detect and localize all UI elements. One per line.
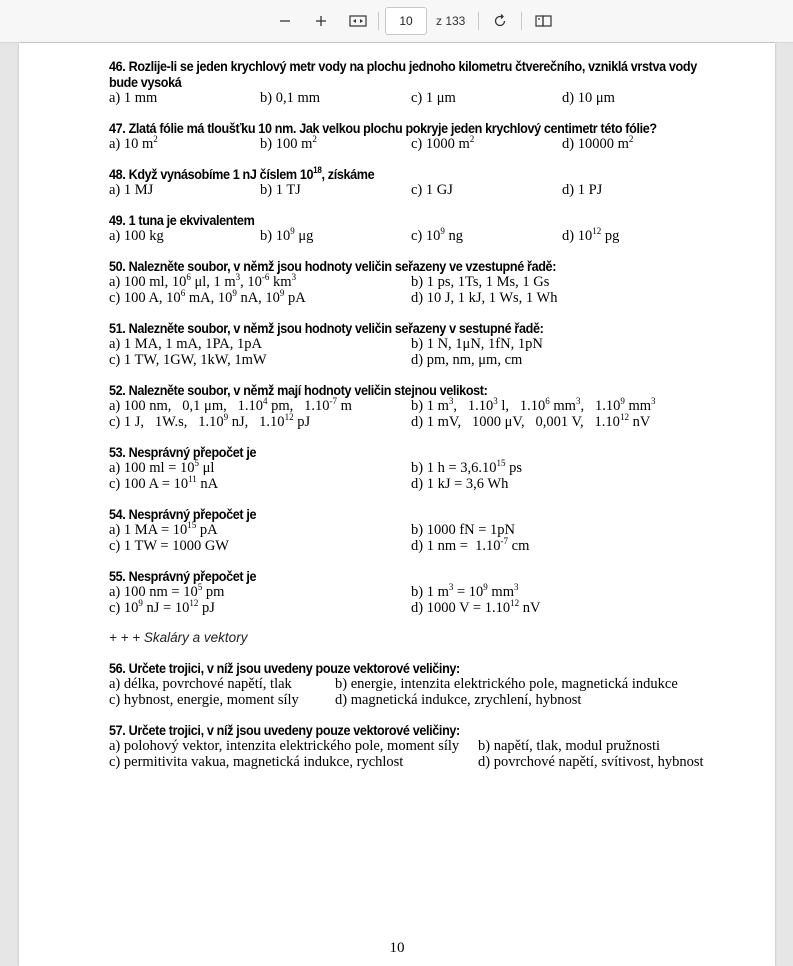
answer-b: b) 100 $m^2$ [260,134,317,152]
answer-b: b) 1 TJ [260,182,301,198]
answer-c: c) hybnost, energie, moment síly [109,692,299,708]
answer-d: d) 1 nm = $1.10^{-7}$ cm [411,536,530,554]
answer-d: d) 10 μm [562,90,615,106]
page-total: z 133 [436,14,466,28]
question-56 [109,660,719,708]
question-57 [109,722,719,770]
answer-row [109,538,719,554]
question-53 [109,444,719,492]
rotate-button[interactable] [488,9,512,33]
question-title: 46. Rozlije-li se jeden krychlový metr vody na plochu jednoho kilometru čtverečního, vzniklá vrstva vody bude vysoká [109,58,697,90]
answer-b: b) energie, intenzita elektrického pole, magnetická indukce [335,676,678,692]
page-content [109,58,719,784]
answer-d: d) 10000 $m^2$ [562,134,634,152]
question-54 [109,506,719,554]
answer-c: c) 1000 $m^2$ [411,134,475,152]
question-51 [109,320,719,368]
rotate-icon [492,13,508,29]
answer-b: b) 1 $h = 3,6.10^{15}$ ps [411,458,523,476]
answer-row [109,336,719,352]
answer-c: c) 100 A, $10^6$ mA, $10^9$ nA, $10^9$ pA [109,288,306,306]
question-title: 50. Nalezněte soubor, v němž jsou hodnoty veličin seřazeny ve vzestupné řadě: [109,258,557,274]
question-title: 53. Nesprávný přepočet je [109,444,257,460]
zoom-in-button[interactable] [309,9,333,33]
minus-icon [278,14,292,28]
answer-a: a) 100 nm = $10^5$ pm [109,582,225,600]
answer-b: b) 1 N, 1μN, 1fN, 1pN [411,336,543,352]
pdf-toolbar [0,0,793,43]
answer-b: b) 1 $m^3 = 10^9$ $mm^3$ [411,582,519,600]
question-title: 51. Nalezněte soubor, v němž jsou hodnoty veličin seřazeny v sestupné řadě: [109,320,544,336]
answer-a: a) 1 mm [109,90,158,106]
toolbar-separator [521,12,522,30]
answer-a: a) 100 kg [109,228,164,244]
question-48 [109,166,719,198]
toolbar-separator [478,12,479,30]
answer-b: b) 1 ps, 1Ts, 1 Ms, 1 Gs [411,274,550,290]
answer-d: d) 10 J, 1 kJ, 1 Ws, 1 Wh [411,290,558,306]
answer-a: a) 1 MA = $10^{15}$ pA [109,520,218,538]
answer-b: b) 1 $m^3$, 1.10$^3$ l, 1.10$^6$ $mm^3$, 1.10$^9$ $mm^3$ [411,396,656,414]
answer-a: a) 100 nm, 0,1 μm, 1.10$^4$ pm, $1.10^{-7}$ m [109,396,352,414]
section-heading: + + + Skaláry a vektory [109,630,248,645]
answer-d: d) 1 PJ [562,182,603,198]
answer-row [109,228,719,244]
answer-d: d) pm, nm, μm, cm [411,352,523,368]
answer-row [109,352,719,368]
answer-row [109,600,719,616]
zoom-out-button[interactable] [273,9,297,33]
answer-c: c) $10^9$ nJ = $10^{12}$ pJ [109,598,215,616]
question-title: 54. Nesprávný přepočet je [109,506,257,522]
answer-row [109,476,719,492]
answer-d: d) $10^{12}$ pg [562,226,620,244]
page-number-input[interactable] [385,7,427,35]
answer-row [109,676,719,692]
answer-row [109,182,719,198]
question-50 [109,258,719,306]
answer-row [109,290,719,306]
question-title: 57. Určete trojici, v níž jsou uvedeny pouze vektorové veličiny: [109,722,460,738]
question-49 [109,212,719,244]
answer-d: d) magnetická indukce, zrychlení, hybnost [335,692,582,708]
answer-b: b) napětí, tlak, modul pružnosti [478,738,661,754]
question-title: 52. Nalezněte soubor, v němž mají hodnoty veličin stejnou velikost: [109,382,488,398]
answer-c: c) 1 TW, 1GW, 1kW, 1mW [109,352,267,368]
answer-row [109,692,719,708]
answer-d: d) 1 mV, 1000 μV, 0,001 V, 1.10$^{12}$ nV [411,412,651,430]
answer-row [109,136,719,152]
answer-c: c) 1 TW = 1000 GW [109,538,229,554]
question-title: 55. Nesprávný přepočet je [109,568,257,584]
answer-a: a) 100 ml, $10^6$ μl, 1 $m^3$, $10^{-6}$ $km^3$ [109,272,297,290]
two-page-icon [535,14,553,28]
answer-a: a) 100 ml = $10^5$ μl [109,458,215,476]
question-title: 56. Určete trojici, v níž jsou uvedeny pouze vektorové veličiny: [109,660,460,676]
pdf-page [19,43,775,966]
question-title: 49. 1 tuna je ekvivalentem [109,212,255,228]
fit-width-button[interactable] [346,9,370,33]
answer-row [109,522,719,538]
page-number: 10 [389,940,405,956]
answer-a: a) 1 MA, 1 mA, 1PA, 1pA [109,336,262,352]
fit-width-icon [349,14,367,28]
answer-row [109,414,719,430]
toolbar-separator [378,12,379,30]
answer-d: d) 1 kJ = 3,6 Wh [411,476,509,492]
answer-b: b) 0,1 mm [260,90,321,106]
answer-d: d) povrchové napětí, svítivost, hybnost [478,754,704,770]
answer-row [109,738,719,754]
plus-icon [314,14,328,28]
two-page-view-button[interactable] [532,9,556,33]
answer-c: c) $10^9$ ng [411,226,464,244]
answer-a: a) délka, povrchové napětí, tlak [109,676,292,692]
question-46 [109,58,719,106]
answer-c: c) permitivita vakua, magnetická indukce, rychlost [109,754,404,770]
question-title: 47. Zlatá fólie má tloušťku 10 nm. Jak velkou plochu pokryje jeden krychlový centimetr této fólie? [109,120,657,136]
answer-row [109,754,719,770]
answer-c: c) 1 GJ [411,182,453,198]
answer-c: c) 1 J, 1W.s, 1.10$^9$ nJ, 1.10$^{12}$ pJ [109,412,311,430]
question-47 [109,120,719,152]
answer-c: c) 100 $A = 10^{11}$ nA [109,474,219,492]
answer-d: d) 1000 $V = 1.10^{12}$ nV [411,598,541,616]
question-55 [109,568,719,616]
answer-c: c) 1 μm [411,90,456,106]
answer-row [109,584,719,600]
answer-a: a) 10 $m^2$ [109,134,158,152]
question-52 [109,382,719,430]
answer-b: b) $10^9$ μg [260,226,314,244]
answer-b: b) 1000 fN = 1pN [411,522,516,538]
answer-row [109,460,719,476]
answer-row [109,274,719,290]
answer-row [109,90,719,106]
answer-a: a) 1 MJ [109,182,154,198]
answer-a: a) polohový vektor, intenzita elektrického pole, moment síly [109,738,460,754]
question-title: 48. Když vynásobíme 1 nJ číslem $10^{18}$, získáme [109,165,375,182]
